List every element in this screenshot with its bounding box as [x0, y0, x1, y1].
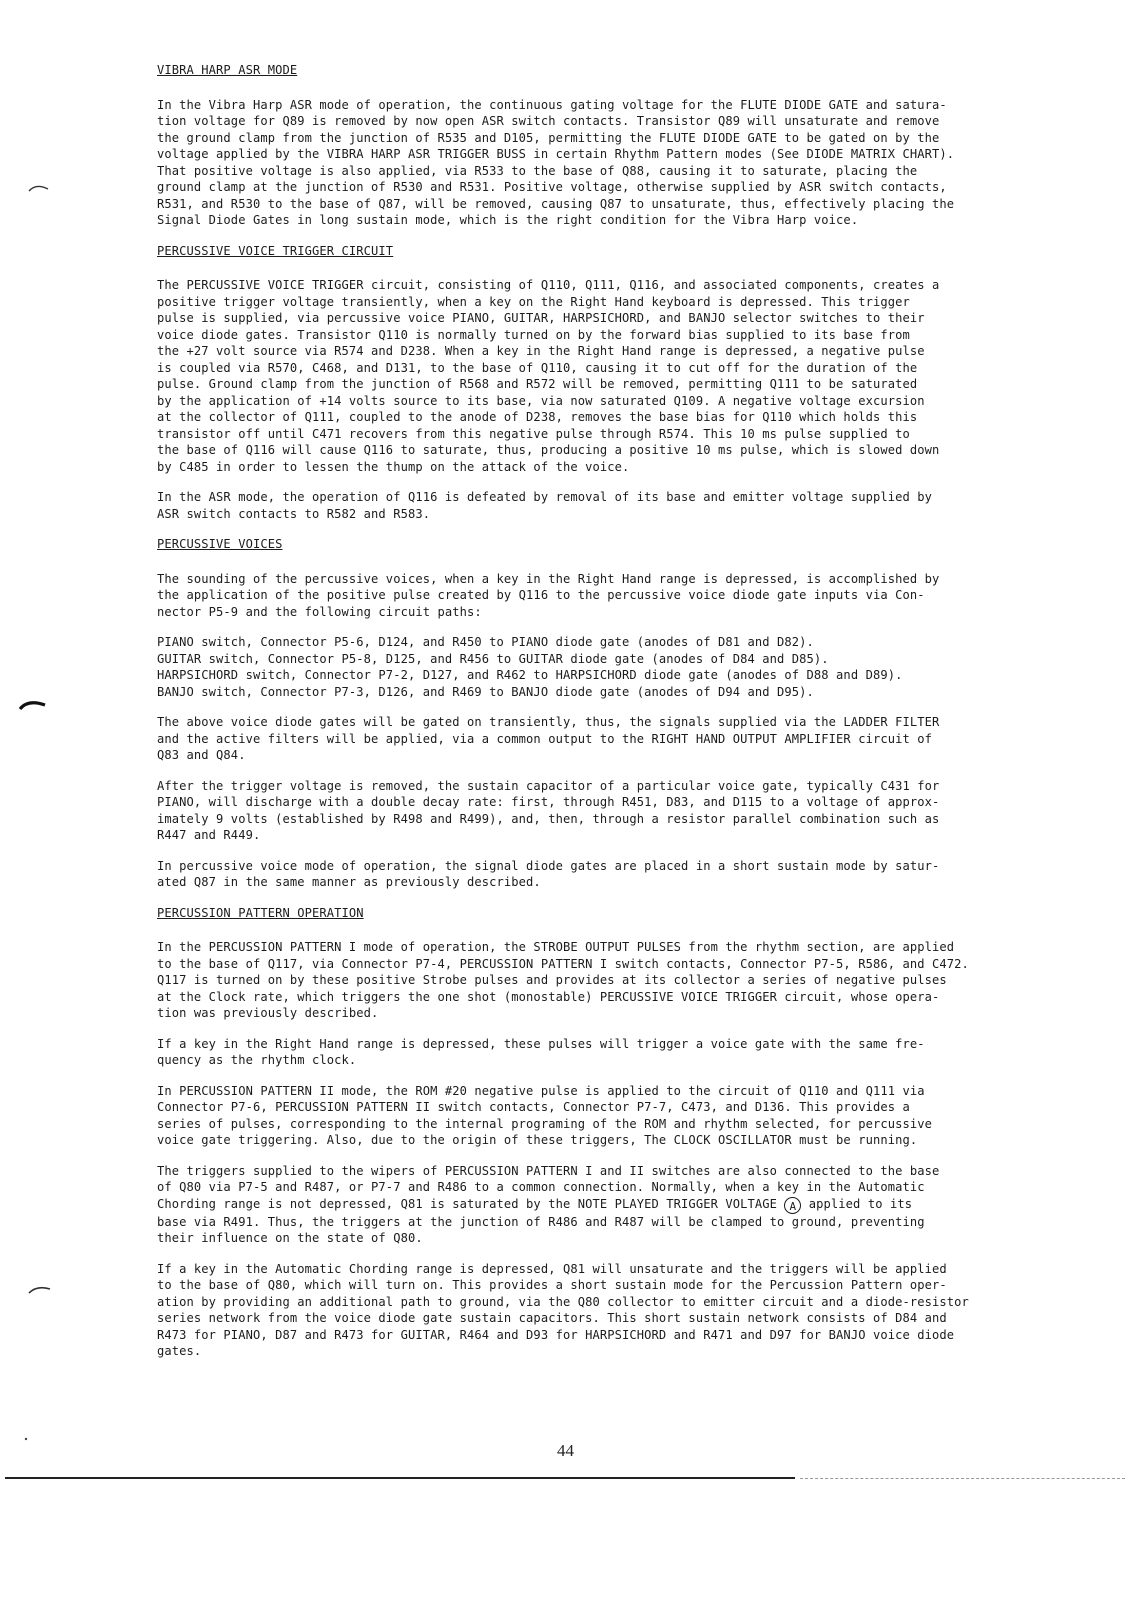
- paragraph: In PERCUSSION PATTERN II mode, the ROM #20 negative pulse is applied to the circuit of Q110 and Q111 via Connector P7-6, PERCUSSION PATTERN II switch contacts, Connector P7-7, C473, and D136. This provides a series of pulses, corresponding to the internal programing of the ROM and rhythm selected, for percussive voice gate triggering. Also, due to the origin of these triggers, The CLOCK OSCILLATOR must be running.: [157, 1083, 933, 1147]
- circuit-path-list: [157, 634, 1097, 700]
- section-vibra-harp-asr-mode: [157, 62, 1097, 229]
- section-heading: PERCUSSION PATTERN OPERATION: [157, 905, 364, 920]
- section-percussive-voices: [157, 536, 1097, 891]
- paragraph-text: The triggers supplied to the wipers of PERCUSSION PATTERN I and II switches are also connected to the base of Q80 via P7-5 and R487, or P7-7 and R486 to a common connection. Normally, when a key in the Automatic Chording range is not depressed, Q81 is saturated by the NOTE PLAYED TRIGGER VOLTAGE: [157, 1163, 940, 1211]
- paragraph: After the trigger voltage is removed, the sustain capacitor of a particular voice gate, typically C431 for PIANO, will discharge with a double decay rate: first, through R451, D83, and D115 to a voltage of approx- imately 9 volts (established by R498 and R499), and, then, through a resistor parallel combination such as R447 and R449.: [157, 778, 940, 842]
- paragraph: In the Vibra Harp ASR mode of operation, the continuous gating voltage for the FLUTE DIODE GATE and satura- tion voltage for Q89 is removed by now open ASR switch contacts. Transistor Q89 will unsaturate and remove the ground clamp from the junction of R535 and D105, permitting the FLUTE DIODE GATE to be gated on by the voltage applied by the VIBRA HARP ASR TRIGGER BUSS in certain Rhythm Pattern modes (See DIODE MATRIX CHART). That positive voltage is also applied, via R533 to the base of Q88, causing it to saturate, placing the ground clamp at the junction of R530 and R531. Positive voltage, otherwise supplied by ASR switch contacts, R531, and R530 to the base of Q87, will be removed, causing Q87 to unsaturate, thus, effectively placing the Signal Diode Gates in long sustain mode, which is the right condition for the Vibra Harp voice.: [157, 97, 955, 227]
- paragraph: The above voice diode gates will be gated on transiently, thus, the signals supplied via the LADDER FILTER and the active filters will be applied, via a common output to the RIGHT HAND OUTPUT AMPLIFIER circuit of Q83 and Q84.: [157, 715, 940, 762]
- footer-rule: [5, 1477, 795, 1479]
- section-heading: VIBRA HARP ASR MODE: [157, 63, 298, 77]
- paragraph: In percussive voice mode of operation, the signal diode gates are placed in a short sustain mode by satur- ated Q87 in the same manner as previously described.: [157, 858, 940, 889]
- margin-mark: [28, 183, 50, 195]
- paragraph: The sounding of the percussive voices, when a key in the Right Hand range is depressed, is accomplished by the application of the positive pulse created by Q116 to the percussive voice diode gate inputs via Con- nector P5-9 and the following circuit paths:: [157, 571, 940, 619]
- margin-mark: [28, 1284, 52, 1296]
- section-heading: PERCUSSIVE VOICES: [157, 537, 283, 551]
- paragraph: In the ASR mode, the operation of Q116 is defeated by removal of its base and emitter voltage supplied by ASR switch contacts to R582 and R583.: [157, 490, 933, 521]
- document-body: [157, 62, 1097, 1374]
- circled-letter-a: A: [784, 1197, 801, 1214]
- circuit-path-item: GUITAR switch, Connector P5-8, D125, and R456 to GUITAR diode gate (anodes of D84 and D85).: [157, 651, 829, 666]
- paragraph-text: applied to its base via R491. Thus, the triggers at the junction of R486 and R487 will be clamped to ground, preventing their influence on the state of Q80.: [157, 1196, 925, 1245]
- paragraph: The PERCUSSIVE VOICE TRIGGER circuit, consisting of Q110, Q111, Q116, and associated components, creates a positive trigger voltage transiently, when a key on the Right Hand keyboard is depressed. This trigger pulse is supplied, via percussive voice PIANO, GUITAR, HARPSICHORD, and BANJO selector switches to their voice diode gates. Transistor Q110 is normally turned on by the forward bias supplied to its base from the +27 volt source via R574 and D238. When a key in the Right Hand range is depressed, a negative pulse is coupled via R570, C468, and D131, to the base of Q110, causing it to cut off for the duration of the pulse. Ground clamp from the junction of R568 and R572 will be removed, permitting Q111 to be saturated by the application of +14 volts source to its base, via now saturated Q109. A negative voltage excursion at the collector of Q111, coupled to the anode of D238, removes the base bias for Q110 which holds this transistor off until C471 recovers from this negative pulse through R574. This 10 ms pulse supplied to the base of Q116 will cause Q116 to saturate, thus, producing a positive 10 ms pulse, which is slowed down by C485 in order to lessen the thump on the attack of the voice.: [157, 278, 940, 474]
- paragraph: [157, 1163, 1097, 1247]
- paragraph: If a key in the Right Hand range is depressed, these pulses will trigger a voice gate with the same fre- quency as the rhythm clock.: [157, 1036, 925, 1067]
- page-number: 44: [557, 1441, 574, 1460]
- section-percussion-pattern-operation: [157, 905, 1097, 1360]
- footer-rule-faint: [800, 1478, 1125, 1479]
- circuit-path-item: HARPSICHORD switch, Connector P7-2, D127, and R462 to HARPSICHORD diode gate (anodes of D88 and D89).: [157, 668, 903, 682]
- paragraph: In the PERCUSSION PATTERN I mode of operation, the STROBE OUTPUT PULSES from the rhythm section, are applied to the base of Q117, via Connector P7-4, PERCUSSION PATTERN I switch contacts, Connector P7-5, R586, and C472. Q117 is turned on by these positive Strobe pulses and provides at its collector a series of negative pulses at the Clock rate, which triggers the one shot (monostable) PERCUSSIVE VOICE TRIGGER circuit, whose opera- tion was previously described.: [157, 940, 969, 1020]
- paragraph: If a key in the Automatic Chording range is depressed, Q81 will unsaturate and the triggers will be applied to the base of Q80, which will turn on. This provides a short sustain mode for the Percussion Pattern oper- ation by providing an additional path to ground, via the Q80 collector to emitter circuit and a diode-resistor series network from the voice diode gate sustain capacitors. This short sustain network consists of D84 and R473 for PIANO, D87 and R473 for GUITAR, R464 and D93 for HARPSICHORD and R471 and D97 for BANJO voice diode gates.: [157, 1261, 969, 1358]
- circuit-path-item: BANJO switch, Connector P7-3, D126, and R469 to BANJO diode gate (anodes of D94 and D95).: [157, 684, 814, 699]
- section-percussive-voice-trigger-circuit: [157, 243, 1097, 523]
- margin-mark: [18, 698, 48, 712]
- section-heading: PERCUSSIVE VOICE TRIGGER CIRCUIT: [157, 243, 394, 258]
- circuit-path-item: PIANO switch, Connector P5-6, D124, and R450 to PIANO diode gate (anodes of D81 and D82).: [157, 635, 814, 649]
